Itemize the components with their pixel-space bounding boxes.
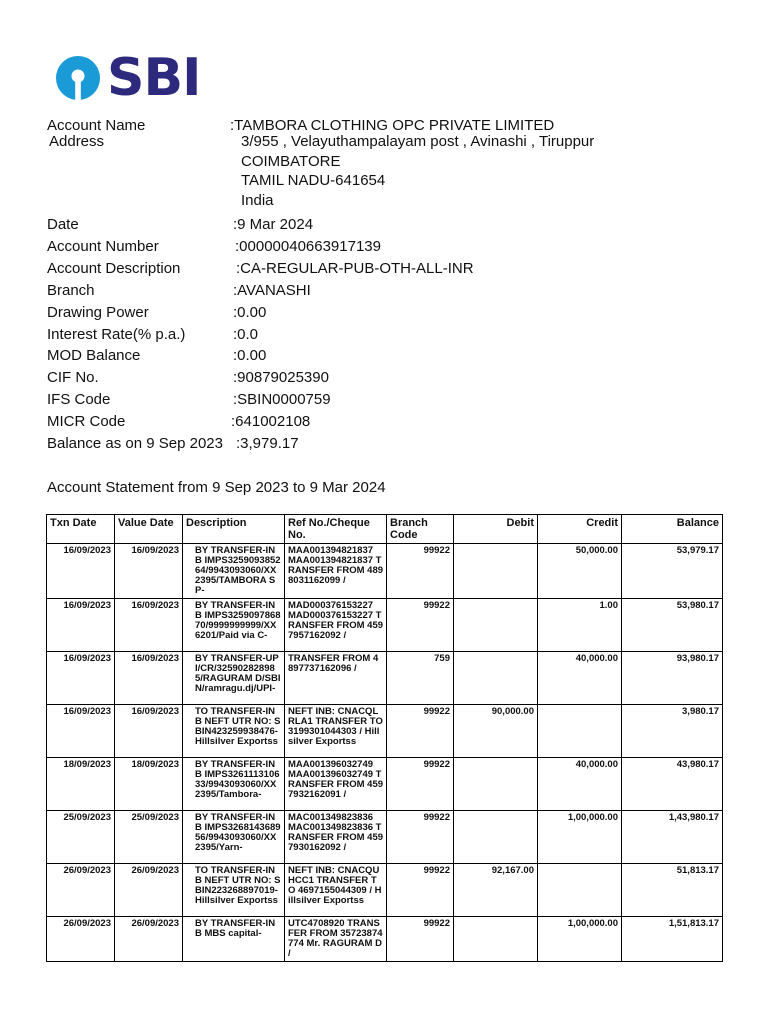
header-branch-code: Branch Code <box>387 515 454 544</box>
header-txn-date: Txn Date <box>47 515 115 544</box>
branch-code-cell: 99922 <box>387 811 454 864</box>
opening-balance-value: :3,979.17 <box>236 435 299 452</box>
description-cell <box>183 864 285 917</box>
address-line-2: COIMBATORE <box>241 153 341 170</box>
table-header-row <box>47 515 723 544</box>
transactions-table <box>46 514 723 962</box>
address-line-1: 3/955 , Velayuthampalayam post , Avinashi , Tiruppur <box>241 133 595 150</box>
balance-cell: 3,980.17 <box>622 705 723 758</box>
address-line-4: India <box>241 192 274 209</box>
debit-cell <box>454 917 538 962</box>
account-description-value: :CA-REGULAR-PUB-OTH-ALL-INR <box>236 260 474 277</box>
ifs-code-value: :SBIN0000759 <box>233 391 331 408</box>
description-text: BY TRANSFER-INB IMPS326814368956/9943093060/XX2395/Yarn- <box>195 812 281 853</box>
balance-cell: 1,43,980.17 <box>622 811 723 864</box>
branch-code-cell: 99922 <box>387 705 454 758</box>
table-row <box>47 917 723 962</box>
drawing-power-label: Drawing Power <box>47 304 149 321</box>
header-ref-no: Ref No./Cheque No. <box>285 515 387 544</box>
debit-cell: 92,167.00 <box>454 864 538 917</box>
branch-code-cell: 99922 <box>387 544 454 599</box>
description-cell <box>183 544 285 599</box>
txn-date-cell: 16/09/2023 <box>47 599 115 652</box>
value-date-cell: 26/09/2023 <box>115 864 183 917</box>
date-value: :9 Mar 2024 <box>233 216 314 233</box>
debit-cell <box>454 652 538 705</box>
ref-cell: MAD000376153227 MAD000376153227 TRANSFER FROM 4597957162092 / <box>285 599 387 652</box>
credit-cell: 1,00,000.00 <box>538 811 622 864</box>
header-balance: Balance <box>622 515 723 544</box>
credit-cell <box>538 864 622 917</box>
debit-cell: 90,000.00 <box>454 705 538 758</box>
table-row <box>47 599 723 652</box>
description-text: BY TRANSFER-INB MBS capital- <box>195 918 276 939</box>
cif-no-value: :90879025390 <box>233 369 329 386</box>
address-line-3: TAMIL NADU-641654 <box>241 172 386 189</box>
branch-code-cell: 99922 <box>387 917 454 962</box>
ref-cell: MAA001394821837 MAA001394821837 TRANSFER FROM 4898031162099 / <box>285 544 387 599</box>
table-row <box>47 705 723 758</box>
sbi-logo <box>55 48 201 108</box>
branch-code-cell: 99922 <box>387 864 454 917</box>
description-text: BY TRANSFER-INB IMPS325909385264/9943093060/XX2395/TAMBORA SP- <box>195 545 281 596</box>
value-date-cell: 26/09/2023 <box>115 917 183 962</box>
micr-code-value: :641002108 <box>231 413 311 430</box>
description-cell <box>183 652 285 705</box>
txn-date-cell: 26/09/2023 <box>47 864 115 917</box>
ref-cell: MAA001396032749 MAA001396032749 TRANSFER FROM 4597932162091 / <box>285 758 387 811</box>
interest-rate-value: :0.0 <box>233 326 259 343</box>
txn-date-cell: 16/09/2023 <box>47 544 115 599</box>
credit-cell: 1,00,000.00 <box>538 917 622 962</box>
description-cell <box>183 599 285 652</box>
address-label: Address <box>49 133 105 150</box>
value-date-cell: 16/09/2023 <box>115 652 183 705</box>
txn-date-cell: 26/09/2023 <box>47 917 115 962</box>
credit-cell: 1.00 <box>538 599 622 652</box>
branch-label: Branch <box>47 282 95 299</box>
cif-no-label: CIF No. <box>47 369 99 386</box>
description-text: TO TRANSFER-INB NEFT UTR NO: SBIN423259938476-Hillsilver Exportss <box>195 706 281 747</box>
balance-cell: 1,51,813.17 <box>622 917 723 962</box>
table-row <box>47 811 723 864</box>
balance-cell: 51,813.17 <box>622 864 723 917</box>
statement-period-title: Account Statement from 9 Sep 2023 to 9 Mar 2024 <box>47 479 386 496</box>
opening-balance-label: Balance as on 9 Sep 2023 <box>47 435 223 452</box>
value-date-cell: 25/09/2023 <box>115 811 183 864</box>
balance-cell: 43,980.17 <box>622 758 723 811</box>
table-row <box>47 864 723 917</box>
account-name-label: Account Name <box>47 117 146 134</box>
table-row <box>47 652 723 705</box>
micr-code-label: MICR Code <box>47 413 126 430</box>
table-row <box>47 758 723 811</box>
balance-cell: 53,979.17 <box>622 544 723 599</box>
description-cell <box>183 705 285 758</box>
branch-code-cell: 759 <box>387 652 454 705</box>
ref-cell: NEFT INB: CNACQLRLA1 TRANSFER TO 3199301044303 / Hillsilver Exportss <box>285 705 387 758</box>
branch-value: :AVANASHI <box>233 282 311 299</box>
header-debit: Debit <box>454 515 538 544</box>
description-text: TO TRANSFER-INB NEFT UTR NO: SBIN223268897019-Hillsilver Exportss <box>195 865 281 906</box>
ref-cell: NEFT INB: CNACQUHCC1 TRANSFER TO 4697155044309 / Hillsilver Exportss <box>285 864 387 917</box>
drawing-power-value: :0.00 <box>233 304 267 321</box>
mod-balance-label: MOD Balance <box>47 347 141 364</box>
value-date-cell: 16/09/2023 <box>115 544 183 599</box>
debit-cell <box>454 599 538 652</box>
header-description: Description <box>183 515 285 544</box>
sbi-logo-text: SBI <box>107 48 201 108</box>
ref-cell: MAC001349823836 MAC001349823836 TRANSFER FROM 4597930162092 / <box>285 811 387 864</box>
txn-date-cell: 16/09/2023 <box>47 705 115 758</box>
debit-cell <box>454 811 538 864</box>
value-date-cell: 18/09/2023 <box>115 758 183 811</box>
interest-rate-label: Interest Rate(% p.a.) <box>47 326 186 343</box>
credit-cell: 40,000.00 <box>538 758 622 811</box>
txn-date-cell: 16/09/2023 <box>47 652 115 705</box>
txn-date-cell: 18/09/2023 <box>47 758 115 811</box>
value-date-cell: 16/09/2023 <box>115 599 183 652</box>
date-label: Date <box>47 216 79 233</box>
debit-cell <box>454 758 538 811</box>
table-row <box>47 544 723 599</box>
credit-cell: 50,000.00 <box>538 544 622 599</box>
credit-cell: 40,000.00 <box>538 652 622 705</box>
sbi-keyhole-logo-icon <box>55 55 101 101</box>
description-text: BY TRANSFER-UPI/CR/325902828985/RAGURAM D/SBIN/ramragu.dj/UPI- <box>195 653 281 694</box>
debit-cell <box>454 544 538 599</box>
description-cell <box>183 758 285 811</box>
description-cell <box>183 917 285 962</box>
branch-code-cell: 99922 <box>387 758 454 811</box>
account-number-value: :00000040663917139 <box>235 238 381 255</box>
description-cell <box>183 811 285 864</box>
ifs-code-label: IFS Code <box>47 391 111 408</box>
description-text: BY TRANSFER-INB IMPS326111310633/9943093060/XX2395/Tambora- <box>195 759 280 800</box>
account-description-label: Account Description <box>47 260 181 277</box>
ref-cell: TRANSFER FROM 4897737162096 / <box>285 652 387 705</box>
mod-balance-value: :0.00 <box>233 347 267 364</box>
header-value-date: Value Date <box>115 515 183 544</box>
account-name-value: :TAMBORA CLOTHING OPC PRIVATE LIMITED <box>230 117 555 134</box>
branch-code-cell: 99922 <box>387 599 454 652</box>
credit-cell <box>538 705 622 758</box>
description-text: BY TRANSFER-INB IMPS325909786870/9999999999/XX6201/Paid via C- <box>195 600 281 641</box>
txn-date-cell: 25/09/2023 <box>47 811 115 864</box>
account-number-label: Account Number <box>47 238 159 255</box>
balance-cell: 53,980.17 <box>622 599 723 652</box>
header-credit: Credit <box>538 515 622 544</box>
balance-cell: 93,980.17 <box>622 652 723 705</box>
value-date-cell: 16/09/2023 <box>115 705 183 758</box>
ref-cell: UTC4708920 TRANSFER FROM 35723874774 Mr. RAGURAM D / <box>285 917 387 962</box>
